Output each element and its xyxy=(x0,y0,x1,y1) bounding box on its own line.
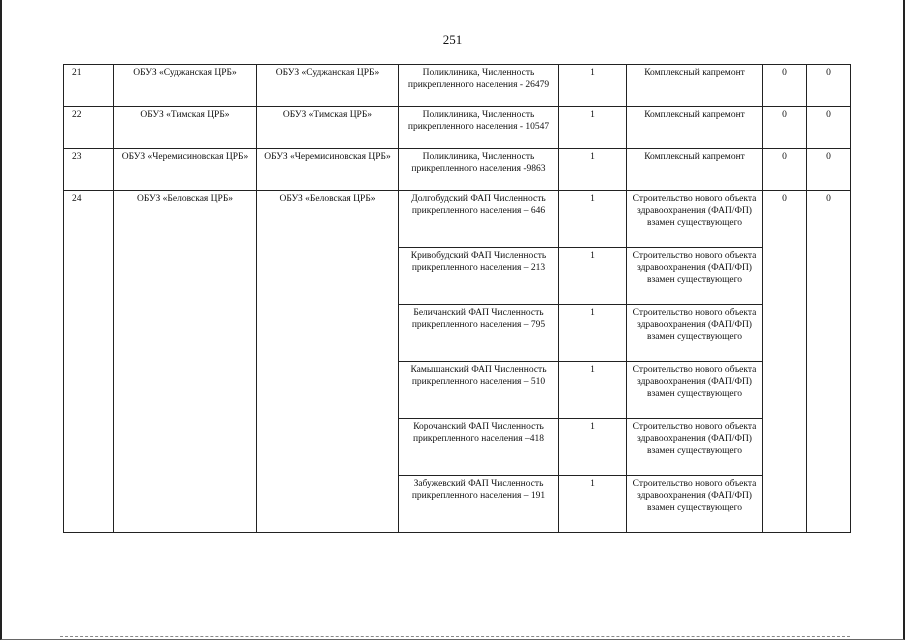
organization: ОБУЗ «Суджанская ЦРБ» xyxy=(114,65,257,107)
object-description: Поликлиника, Численность прикрепленного населения -9863 xyxy=(399,149,559,191)
quantity: 1 xyxy=(559,149,627,191)
work-type: Комплексный капремонт xyxy=(627,149,763,191)
quantity: 1 xyxy=(559,107,627,149)
facilities-table xyxy=(63,64,851,533)
row-number: 23 xyxy=(64,149,114,191)
object-description: Беличанский ФАП Численность прикрепленного населения – 795 xyxy=(399,305,559,362)
work-type: Строительство нового объекта здравоохранения (ФАП/ФП) взамен существующего xyxy=(627,419,763,476)
value-2: 0 xyxy=(807,149,851,191)
object-description: Корочанский ФАП Численность прикрепленного населения –418 xyxy=(399,419,559,476)
organization-recipient: ОБУЗ «Суджанская ЦРБ» xyxy=(257,65,399,107)
work-type: Комплексный капремонт xyxy=(627,65,763,107)
value-1: 0 xyxy=(763,65,807,107)
object-description: Кривобудский ФАП Численность прикрепленного населения – 213 xyxy=(399,248,559,305)
work-type: Строительство нового объекта здравоохранения (ФАП/ФП) взамен существующего xyxy=(627,305,763,362)
row-number: 24 xyxy=(64,191,114,533)
organization-recipient: ОБУЗ «Беловская ЦРБ» xyxy=(257,191,399,533)
work-type: Строительство нового объекта здравоохранения (ФАП/ФП) взамен существующего xyxy=(627,476,763,533)
quantity: 1 xyxy=(559,248,627,305)
row-number: 21 xyxy=(64,65,114,107)
quantity: 1 xyxy=(559,305,627,362)
work-type: Комплексный капремонт xyxy=(627,107,763,149)
table-row xyxy=(64,191,851,248)
value-1: 0 xyxy=(763,149,807,191)
value-2: 0 xyxy=(807,107,851,149)
organization: ОБУЗ «Беловская ЦРБ» xyxy=(114,191,257,533)
work-type: Строительство нового объекта здравоохранения (ФАП/ФП) взамен существующего xyxy=(627,191,763,248)
object-description: Долгобудский ФАП Численность прикрепленного населения – 646 xyxy=(399,191,559,248)
table-row xyxy=(64,65,851,107)
value-1: 0 xyxy=(763,107,807,149)
organization-recipient: ОБУЗ «Черемисиновская ЦРБ» xyxy=(257,149,399,191)
quantity: 1 xyxy=(559,419,627,476)
table-row xyxy=(64,149,851,191)
value-1: 0 xyxy=(763,191,807,533)
value-2: 0 xyxy=(807,191,851,533)
page-number: 251 xyxy=(442,32,463,47)
quantity: 1 xyxy=(559,191,627,248)
quantity: 1 xyxy=(559,476,627,533)
table-row xyxy=(64,107,851,149)
work-type: Строительство нового объекта здравоохранения (ФАП/ФП) взамен существующего xyxy=(627,248,763,305)
row-number: 22 xyxy=(64,107,114,149)
page-bottom-edge xyxy=(60,636,850,640)
value-2: 0 xyxy=(807,65,851,107)
work-type: Строительство нового объекта здравоохранения (ФАП/ФП) взамен существующего xyxy=(627,362,763,419)
table-body xyxy=(64,65,851,533)
object-description: Поликлиника, Численность прикрепленного населения - 26479 xyxy=(399,65,559,107)
organization-recipient: ОБУЗ «Тимская ЦРБ» xyxy=(257,107,399,149)
object-description: Камышанский ФАП Численность прикрепленного населения – 510 xyxy=(399,362,559,419)
organization: ОБУЗ «Тимская ЦРБ» xyxy=(114,107,257,149)
object-description: Поликлиника, Численность прикрепленного населения - 10547 xyxy=(399,107,559,149)
quantity: 1 xyxy=(559,362,627,419)
organization: ОБУЗ «Черемисиновская ЦРБ» xyxy=(114,149,257,191)
quantity: 1 xyxy=(559,65,627,107)
object-description: Забужевский ФАП Численность прикрепленного населения – 191 xyxy=(399,476,559,533)
